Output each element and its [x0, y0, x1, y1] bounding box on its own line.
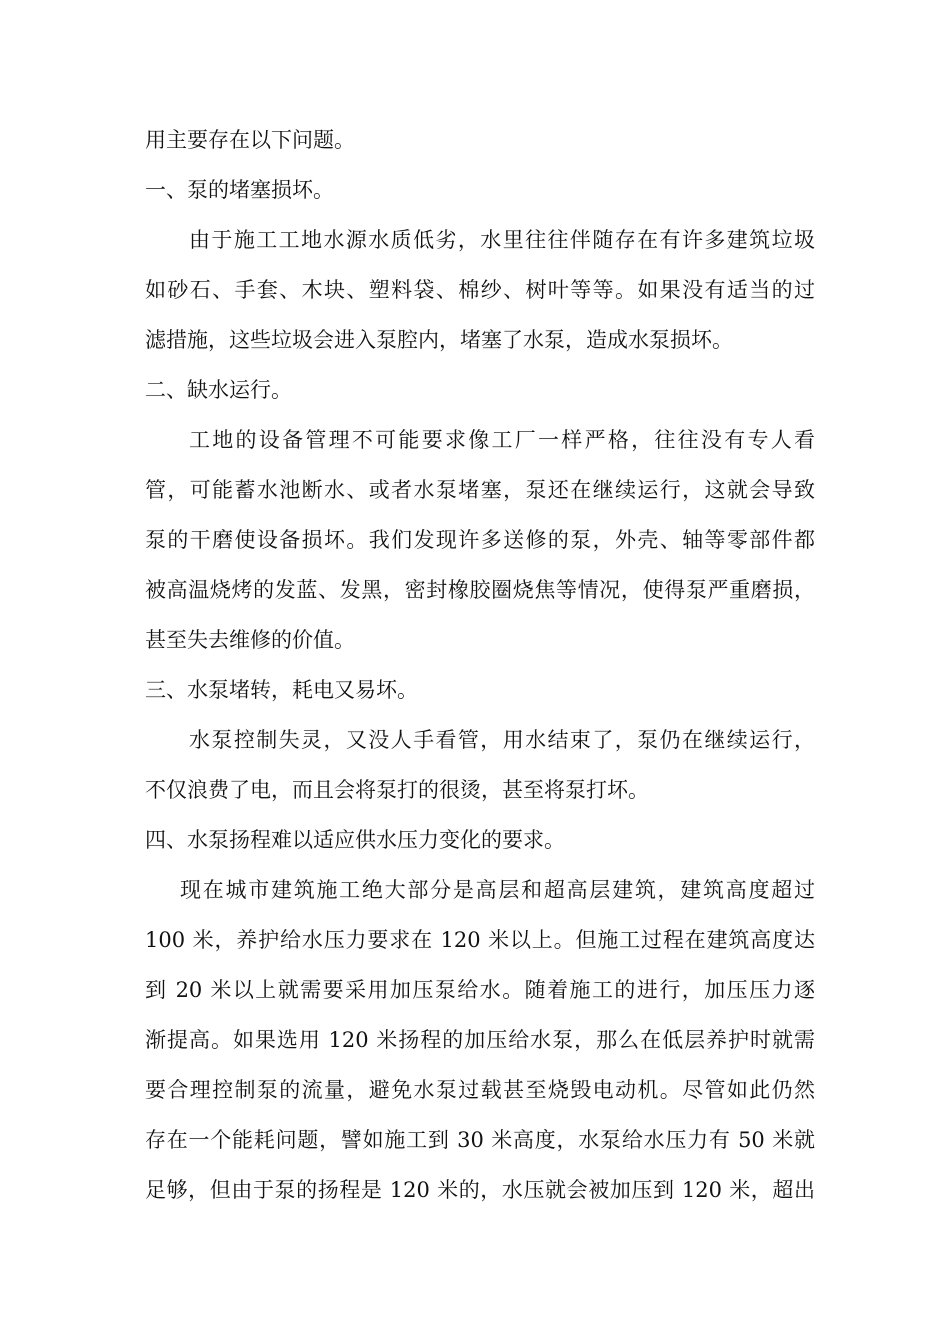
text-line: 100 米，养护给水压力要求在 120 米以上。但施工过程在建筑高度达	[145, 928, 815, 952]
text-line: 工地的设备管理不可能要求像工厂一样严格，往往没有专人看	[189, 428, 815, 452]
text-line: 滤措施，这些垃圾会进入泵腔内，堵塞了水泵，造成水泵损坏。	[145, 328, 733, 352]
text-line: 泵的干磨使设备损坏。我们发现许多送修的泵，外壳、轴等零部件都	[145, 528, 815, 552]
section-heading: 一、泵的堵塞损坏。	[145, 178, 334, 202]
text-line: 渐提高。如果选用 120 米扬程的加压给水泵，那么在低层养护时就需	[145, 1028, 815, 1052]
text-line: 管，可能蓄水池断水、或者水泵堵塞，泵还在继续运行，这就会导致	[145, 478, 815, 502]
text-line: 水泵控制失灵，又没人手看管，用水结束了，泵仍在继续运行，	[189, 728, 815, 752]
section-heading: 二、缺水运行。	[145, 378, 292, 402]
text-line: 到 20 米以上就需要采用加压泵给水。随着施工的进行，加压压力逐	[145, 978, 815, 1002]
text-line: 要合理控制泵的流量，避免水泵过载甚至烧毁电动机。尽管如此仍然	[145, 1078, 815, 1102]
text-line: 足够，但由于泵的扬程是 120 米的，水压就会被加压到 120 米，超出	[145, 1178, 815, 1202]
text-line: 存在一个能耗问题，譬如施工到 30 米高度，水泵给水压力有 50 米就	[145, 1128, 815, 1152]
text-line: 用主要存在以下问题。	[145, 128, 355, 152]
section-heading: 四、水泵扬程难以适应供水压力变化的要求。	[145, 828, 565, 852]
text-line: 不仅浪费了电，而且会将泵打的很烫，甚至将泵打坏。	[145, 778, 649, 802]
text-line: 现在城市建筑施工绝大部分是高层和超高层建筑，建筑高度超过	[180, 878, 815, 902]
section-heading: 三、水泵堵转，耗电又易坏。	[145, 678, 418, 702]
text-line: 如砂石、手套、木块、塑料袋、棉纱、树叶等等。如果没有适当的过	[145, 278, 815, 302]
text-line: 由于施工工地水源水质低劣，水里往往伴随存在有许多建筑垃圾	[189, 228, 815, 252]
text-line: 甚至失去维修的价值。	[145, 628, 355, 652]
text-line: 被高温烧烤的发蓝、发黑，密封橡胶圈烧焦等情况，使得泵严重磨损，	[145, 578, 815, 602]
